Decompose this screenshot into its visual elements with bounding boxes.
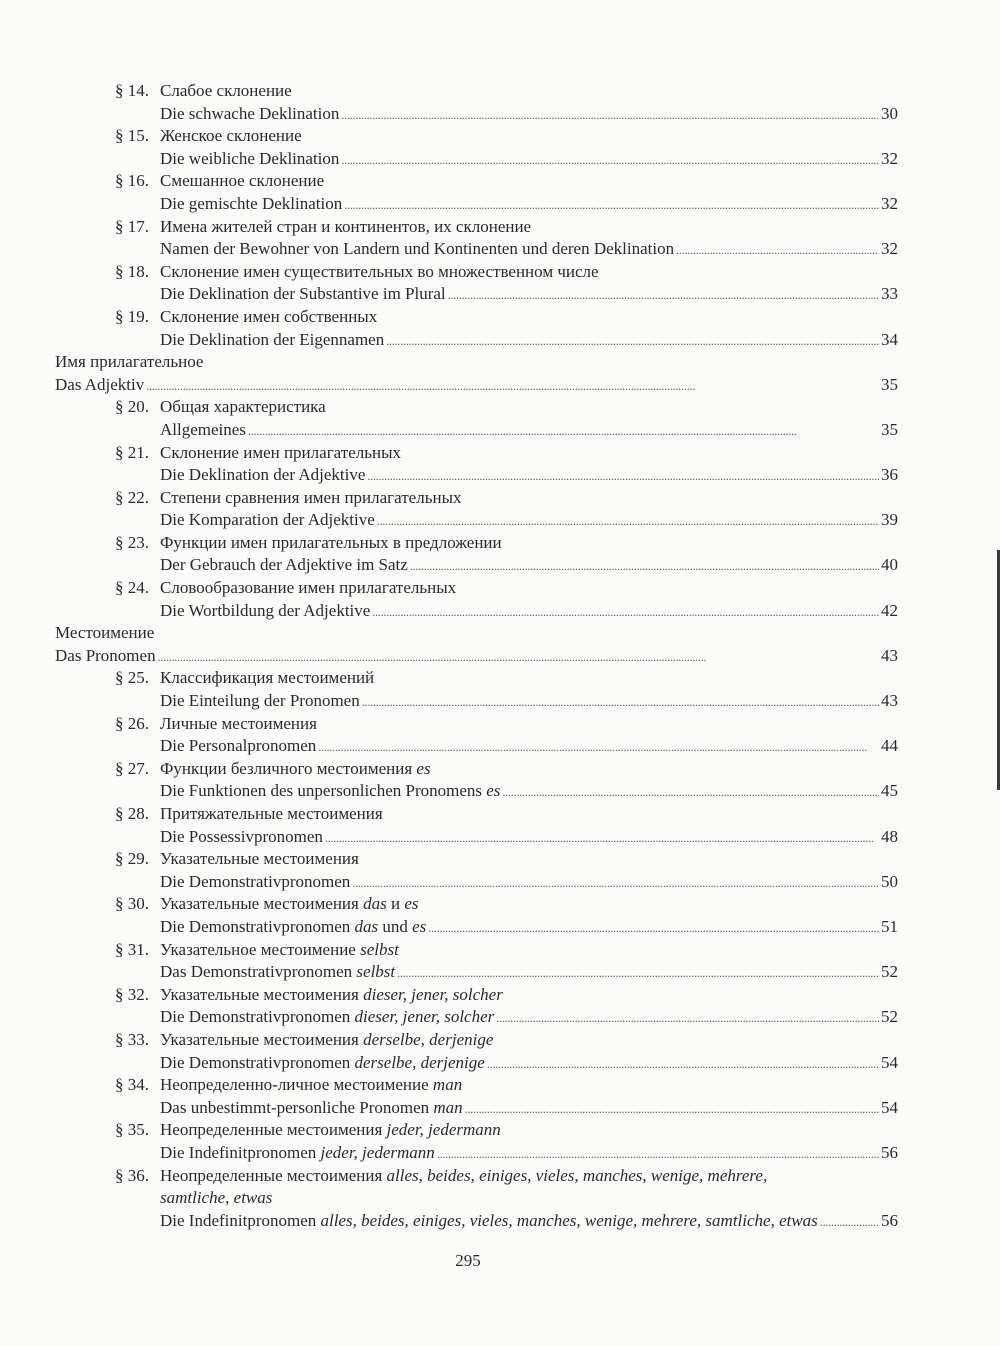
section-heading-ru [55, 351, 898, 374]
entry-title-de: Die Wortbildung der Adjektive [160, 600, 371, 620]
section-number: § 33. [115, 1029, 149, 1049]
entry-title-ru: Смешанное склонение [160, 171, 325, 191]
toc-entry-ru [55, 442, 898, 465]
dot-leader [428, 916, 879, 940]
entry-title-de: Die gemischte Deklination [160, 193, 343, 213]
toc-entry-de[interactable] [55, 1142, 898, 1165]
section-heading-de[interactable] [55, 374, 898, 397]
entry-term-ru: dieser, jener, solcher [363, 984, 503, 1004]
toc-entry-ru [55, 848, 898, 871]
page-ref: 32 [881, 239, 898, 259]
entry-title-ru: Склонение имен существительных во множественном числе [160, 261, 599, 281]
toc-entry-ru [55, 713, 898, 736]
entry-title-ru: Указательные местоимения [160, 984, 359, 1004]
dot-leader [341, 148, 879, 172]
page-ref: 32 [881, 148, 898, 168]
section-number: § 22. [115, 487, 149, 507]
section-number: § 28. [115, 804, 149, 823]
page-ref: 30 [881, 103, 898, 123]
dot-leader [344, 193, 879, 217]
dot-leader [487, 1052, 879, 1076]
toc-entry-ru [55, 170, 898, 193]
toc-entry-ru [55, 1119, 898, 1142]
entry-title-de: Namen der Bewohner von Landern und Kontinenten und deren Deklination [160, 239, 675, 259]
section-number: § 35. [115, 1120, 149, 1140]
toc-entry-de[interactable] [55, 103, 898, 126]
page-ref: 33 [881, 284, 898, 304]
toc-entry-ru [55, 1029, 898, 1052]
dot-leader [362, 690, 879, 714]
toc-entry-ru [55, 893, 898, 916]
section-number: § 27. [115, 758, 149, 778]
section-number: § 21. [115, 442, 149, 462]
entry-term-ru: es [416, 758, 431, 778]
dot-leader [158, 645, 879, 669]
section-number: § 14. [115, 81, 149, 100]
dot-leader [146, 374, 879, 398]
dot-leader [377, 509, 879, 533]
section-number: § 36. [115, 1165, 149, 1185]
entry-title-ru: Склонение имен прилагательных [160, 442, 401, 462]
toc-entry-ru [55, 487, 898, 510]
entry-title-ru: Имена жителей стран и континентов, их склонение [160, 216, 532, 236]
entry-term-ru: man [432, 1075, 463, 1095]
toc-entry-de[interactable] [55, 961, 898, 984]
toc-entry-ru [55, 125, 898, 148]
section-heading-de[interactable] [55, 645, 898, 668]
page-ref: 32 [881, 193, 898, 213]
entry-term-de: dieser, jener, solcher [354, 1007, 495, 1027]
entry-title-ru: Женское склонение [160, 126, 302, 146]
toc-entry-de[interactable] [55, 509, 898, 532]
toc-entry-de[interactable] [55, 871, 898, 894]
toc-entry-ru [55, 1074, 898, 1097]
toc-entry-ru [55, 80, 898, 103]
entry-title-de: Die Demonstrativpronomen [160, 916, 351, 936]
section-number: § 15. [115, 126, 149, 146]
entry-title-ru: Функции безличного местоимения [160, 758, 413, 778]
entry-title-ru: Слабое склонение [160, 81, 292, 100]
entry-term-de: jeder, jedermann [320, 1142, 435, 1162]
toc-entry-de[interactable] [55, 690, 898, 713]
page-ref: 43 [881, 691, 898, 711]
entry-title-ru: Функции имен прилагательных в предложении [160, 532, 502, 552]
dot-leader [410, 554, 879, 578]
entry-term-de: das [354, 916, 379, 936]
entry-title-ru: Указательные местоимения [160, 1029, 359, 1049]
entry-title-ru: Притяжательные местоимения [160, 804, 383, 823]
entry-title-de: Die Possessivpronomen [160, 826, 323, 846]
entry-term-de: man [433, 1097, 463, 1117]
entry-title-ru: Указательные местоимения [160, 849, 359, 869]
section-title-ru: Местоимение [55, 623, 155, 643]
section-number: § 17. [115, 216, 149, 236]
entry-term-ru: es [404, 894, 419, 914]
entry-term-ru: selbst [360, 939, 399, 959]
entry-title-ru: Общая характеристика [160, 397, 326, 417]
toc-entry-de[interactable] [55, 916, 898, 939]
toc-entry-ru [55, 803, 898, 826]
section-number: § 34. [115, 1075, 149, 1095]
page-ref: 35 [881, 419, 898, 439]
toc-entry-de[interactable] [55, 419, 898, 442]
section-number: § 23. [115, 532, 149, 552]
section-number: § 20. [115, 397, 149, 417]
entry-term-ru: das [363, 894, 387, 914]
entry-title-de: Die Indefinitpronomen [160, 1142, 317, 1162]
page-ref: 54 [881, 1097, 898, 1117]
toc-entry-ru [55, 758, 898, 781]
toc-entry-de[interactable] [55, 193, 898, 216]
page-number: 295 [455, 1251, 481, 1270]
toc-entry-de[interactable] [55, 283, 898, 306]
dot-leader [318, 735, 879, 759]
page-ref: 43 [881, 645, 898, 665]
page-ref: 54 [881, 1052, 898, 1072]
entry-title-ru: Неопределенно-личное местоимение [160, 1075, 429, 1095]
entry-title-de: Das Demonstrativpronomen [160, 962, 353, 982]
dot-leader [676, 238, 879, 262]
section-number: § 29. [115, 849, 149, 869]
section-number: § 30. [115, 894, 149, 914]
section-number: § 24. [115, 578, 149, 598]
dot-leader [496, 1006, 879, 1030]
entry-title-de: Die Demonstrativpronomen [160, 1007, 351, 1027]
toc-entry-ru [55, 396, 898, 419]
toc-entry-ru [55, 216, 898, 239]
toc-entry-ru [55, 306, 898, 329]
toc-entry-de[interactable] [55, 600, 898, 623]
dot-leader [325, 826, 879, 850]
entry-term-de: alles, beides, einiges, vieles, manches, wenige, mehrere, samtliche, etwas [320, 1210, 818, 1230]
section-title-de: Das Pronomen [55, 645, 156, 665]
entry-term-ru: samtliche, etwas [160, 1188, 273, 1208]
toc-entry-de[interactable] [55, 1097, 898, 1120]
toc-entry-de[interactable] [55, 148, 898, 171]
entry-title-ru: Склонение имен собственных [160, 306, 378, 326]
entry-title-de: Die Deklination der Substantive im Plural [160, 284, 446, 304]
entry-term-de: derselbe, derjenige [354, 1052, 485, 1072]
toc-entry-de[interactable] [55, 826, 898, 849]
toc-entry-ru [55, 939, 898, 962]
section-number: § 18. [115, 261, 149, 281]
entry-title-de: Die schwache Deklination [160, 103, 340, 123]
toc-entry-de[interactable] [55, 464, 898, 487]
entry-term-de: selbst [356, 962, 396, 982]
entry-term-ru: alles, beides, einiges, vieles, manches, wenige, mehrere, [386, 1165, 768, 1185]
entry-title-ru: Неопределенные местоимения [160, 1120, 383, 1140]
entry-title-de: Die Demonstrativpronomen [160, 871, 351, 891]
entry-term-ru: derselbe, derjenige [363, 1029, 494, 1049]
page-ref: 56 [881, 1142, 898, 1162]
page-ref: 56 [881, 1210, 898, 1230]
entry-title-ru: Указательные местоимения [160, 894, 359, 914]
page-ref: 39 [881, 510, 898, 530]
toc-entry-ru [55, 984, 898, 1007]
section-number: § 32. [115, 984, 149, 1004]
toc-entry-ru [55, 1165, 898, 1188]
dot-leader [372, 600, 879, 624]
dot-leader [448, 283, 879, 307]
dot-leader [386, 329, 879, 353]
dot-leader [502, 780, 879, 804]
entry-title-de: Die Personalpronomen [160, 736, 317, 756]
section-heading-ru [55, 622, 898, 645]
page-ref: 35 [881, 374, 898, 394]
page-ref: 52 [881, 962, 898, 982]
entry-term-de: es [412, 916, 427, 936]
section-number: § 26. [115, 713, 149, 733]
toc-entry-de[interactable] [55, 554, 898, 577]
page-ref: 51 [881, 916, 898, 936]
dot-leader [341, 103, 879, 127]
toc-entry-de[interactable] [55, 329, 898, 352]
toc-entry-de[interactable] [55, 238, 898, 261]
entry-title-ru: Личные местоимения [160, 713, 317, 733]
entry-title-ru: Неопределенные местоимения [160, 1165, 383, 1185]
page-ref: 50 [881, 871, 898, 891]
page-ref: 52 [881, 1007, 898, 1027]
table-of-contents [55, 80, 898, 1232]
entry-title-de: Der Gebrauch der Adjektive im Satz [160, 555, 408, 575]
entry-title-ru: Словообразование имен прилагательных [160, 578, 457, 598]
toc-entry-de[interactable] [55, 735, 898, 758]
dot-leader [465, 1097, 879, 1121]
toc-entry-de[interactable] [55, 1210, 898, 1233]
toc-entry-ru [55, 261, 898, 284]
entry-title-de: Die Indefinitpronomen [160, 1210, 317, 1230]
dot-leader [397, 961, 879, 985]
entry-title-ru: Классификация местоимений [160, 668, 375, 688]
dot-leader [352, 871, 879, 895]
entry-title-ru: Указательное местоимение [160, 939, 356, 959]
page-ref: 40 [881, 555, 898, 575]
entry-title-de: Die Funktionen des unpersonlichen Pronomens [160, 781, 483, 801]
entry-title-de: Das unbestimmt-personliche Pronomen [160, 1097, 430, 1117]
section-title-de: Das Adjektiv [55, 374, 145, 394]
toc-entry-de[interactable] [55, 1052, 898, 1075]
entry-title-de: Die Deklination der Eigennamen [160, 329, 385, 349]
toc-entry-de[interactable] [55, 780, 898, 803]
entry-term-ru: jeder, jedermann [386, 1120, 501, 1140]
entry-title-de: Die Demonstrativpronomen [160, 1052, 351, 1072]
page-ref: 36 [881, 465, 898, 485]
toc-entry-ru [55, 667, 898, 690]
page-ref: 42 [881, 600, 898, 620]
toc-entry-ru [55, 532, 898, 555]
toc-entry-de[interactable] [55, 1006, 898, 1029]
section-number: § 31. [115, 939, 149, 959]
entry-term-de: es [486, 781, 501, 801]
dot-leader [437, 1142, 879, 1166]
page-ref: 45 [881, 781, 898, 801]
page-ref: 48 [881, 826, 898, 846]
section-number: § 25. [115, 668, 149, 688]
dot-leader [248, 419, 879, 443]
entry-title-de: Die weibliche Deklination [160, 148, 340, 168]
section-title-ru: Имя прилагательное [55, 352, 204, 372]
entry-conj-ru: и [390, 894, 401, 914]
section-number: § 19. [115, 306, 149, 326]
entry-title-de: Allgemeines [160, 419, 246, 439]
page-ref: 44 [881, 736, 898, 756]
toc-entry-ru [55, 577, 898, 600]
entry-title-de: Die Einteilung der Pronomen [160, 691, 360, 711]
section-number: § 16. [115, 171, 149, 191]
entry-title-de: Die Komparation der Adjektive [160, 510, 375, 530]
dot-leader [820, 1210, 879, 1234]
page-ref: 34 [881, 329, 898, 349]
entry-title-ru: Степени сравнения имен прилагательных [160, 487, 462, 507]
entry-title-de: Die Deklination der Adjektive [160, 465, 366, 485]
toc-entry-ru-continued [55, 1187, 898, 1210]
dot-leader [367, 464, 879, 488]
entry-conj-de: und [382, 916, 408, 936]
